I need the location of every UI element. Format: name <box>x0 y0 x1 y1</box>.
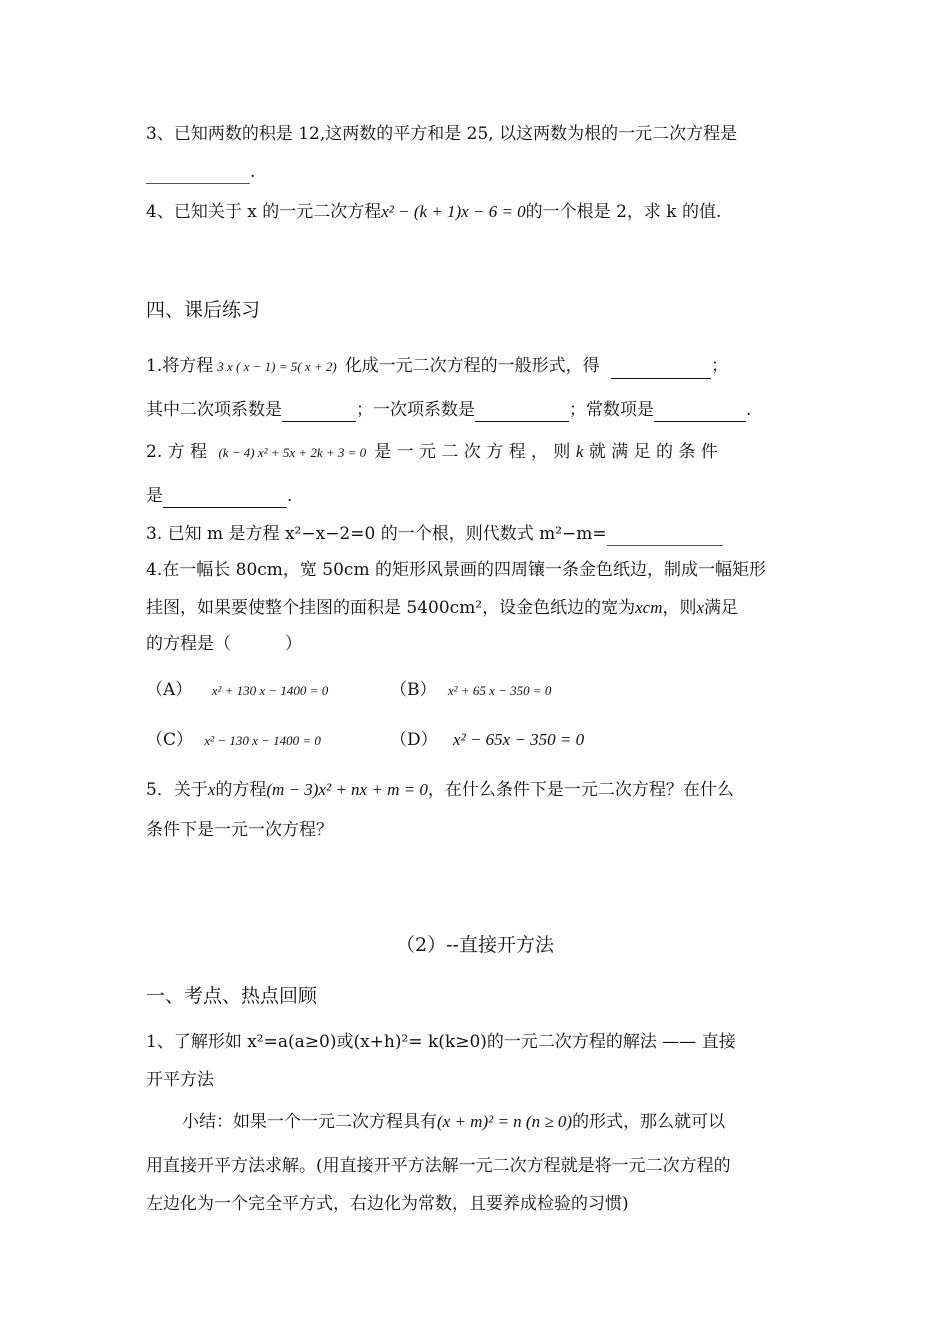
s4-q1-line2 <box>146 398 751 422</box>
s4-q2-line2-label: 是 <box>146 486 163 506</box>
s4-q5-prefix: 5．关于 <box>146 780 208 800</box>
s4-q5-line2 <box>146 818 333 842</box>
part2-title-text: （2）--直接开方法 <box>396 934 554 956</box>
s4-q4-line3 <box>146 632 302 656</box>
s4-q5-line2-text: 条件下是一元一次方程？ <box>146 820 333 840</box>
s4-q1-general-form-blank[interactable] <box>611 360 711 379</box>
summary-equation: (x + m)² = n (n ≥ 0) <box>437 1112 573 1131</box>
s4-q5-mid: 的方程 <box>215 780 267 800</box>
s4-q4-line3-text: 的方程是（ ） <box>146 634 303 654</box>
option-a-label: （A） <box>146 680 193 700</box>
s4-q1-line1 <box>146 354 728 379</box>
summary-line2-text: 用直接开平方法求解。(用直接开平方法解一元二次方程就是将一元二次方程的 <box>146 1156 731 1176</box>
s4-q1-quad-coef-blank[interactable] <box>282 403 356 422</box>
option-b-label: （B） <box>390 680 437 700</box>
s4-q2-tail: 就 满 足 的 条 件 <box>588 442 718 462</box>
part2-p1-line2-text: 开平方法 <box>146 1070 214 1090</box>
prev-q3-blank[interactable] <box>146 165 250 184</box>
prev-q3-answer-line <box>146 160 255 184</box>
s4-q4-option-b <box>390 678 551 703</box>
s4-q5-tail: ，在什么条件下是一元二次方程？在什么 <box>427 780 734 800</box>
s4-q1-mid: 化成一元二次方程的一般形式，得 <box>344 356 600 376</box>
s4-q4-options-row2 <box>146 728 321 753</box>
s4-q3-text: 3. 已知 m 是方程 x²−x−2=0 的一个根，则代数式 m²−m= <box>146 524 607 544</box>
s4-q2-line1 <box>146 440 718 465</box>
part2-summary-line2 <box>146 1154 731 1178</box>
prev-q4-suffix: 的一个根是 2，求 k 的值. <box>525 202 722 222</box>
s4-q5-equation: (m − 3)x² + nx + m = 0 <box>266 780 428 799</box>
prev-q3-text: 3、已知两数的积是 12,这两数的平方和是 25, 以这两数为根的一元二次方程是 <box>146 124 738 144</box>
s4-q2-line2 <box>146 484 292 508</box>
summary-suffix: 的形式，那么就可以 <box>572 1112 726 1132</box>
s4-q2-k: k <box>575 442 584 461</box>
s4-q2-prefix: 2. 方 程 <box>146 442 208 462</box>
s4-q4-xcm: xcm <box>635 598 663 617</box>
section4-heading-text: 四、课后练习 <box>146 299 261 321</box>
option-c-equation: x² − 130 x − 1400 = 0 <box>204 733 321 748</box>
s4-q2-end: . <box>287 486 293 506</box>
summary-prefix: 小结：如果一个一元二次方程具有 <box>182 1112 437 1132</box>
s4-q1-end: ； <box>711 356 729 376</box>
part2-summary-line1 <box>182 1110 725 1134</box>
part2-heading <box>146 984 317 1008</box>
option-d-equation: x² − 65x − 350 = 0 <box>453 730 585 749</box>
s4-q4-options-row1 <box>146 678 328 703</box>
s4-q1-const-blank[interactable] <box>654 403 746 422</box>
s4-q1-const-label: ；常数项是 <box>569 400 654 420</box>
summary-line3-text: 左边化为一个完全平方式，右边化为常数，且要养成检验的习惯) <box>146 1194 629 1214</box>
part2-p1-line2 <box>146 1068 214 1092</box>
part2-title <box>0 932 950 958</box>
s4-q1-linear-label: ；一次项系数是 <box>356 400 475 420</box>
section4-heading <box>146 298 260 322</box>
part2-p1-line1 <box>146 1030 736 1054</box>
prev-q3-line <box>146 122 737 146</box>
option-a-equation: x² + 130 x − 1400 = 0 <box>211 683 329 698</box>
prev-q3-end: . <box>250 162 256 182</box>
prev-q4-equation: x² − (k + 1)x − 6 = 0 <box>381 202 526 221</box>
s4-q4-x: x <box>696 598 705 617</box>
s4-q4-line2 <box>146 596 738 620</box>
s4-q2-condition-blank[interactable] <box>163 489 287 508</box>
s4-q4-line2-b: ，则 <box>662 598 697 618</box>
s4-q4-line2-a: 挂图，如果要使整个挂图的面积是 5400cm²，设金色纸边的宽为 <box>146 598 636 618</box>
s4-q1-prefix: 1.将方程 <box>146 356 214 376</box>
s4-q4-option-d <box>390 728 584 752</box>
s4-q4-line1-text: 4.在一幅长 80cm，宽 50cm 的矩形风景画的四周镶一条金色纸边，制成一幅矩形 <box>146 560 766 580</box>
s4-q5-line1 <box>146 778 734 802</box>
prev-q4-line <box>146 200 721 224</box>
part2-summary-line3 <box>146 1192 629 1216</box>
s4-q1-equation: 3 x ( x − 1) = 5( x + 2) <box>217 359 337 374</box>
s4-q1-line2-end: . <box>746 400 752 420</box>
s4-q4-line2-c: 满足 <box>704 598 739 618</box>
option-b-equation: x² + 65 x − 350 = 0 <box>447 683 552 698</box>
s4-q4-line1 <box>146 558 766 582</box>
s4-q5-x: x <box>207 780 216 799</box>
s4-q2-mid: 是 一 元 二 次 方 程 ， 则 <box>374 442 571 462</box>
s4-q3-line <box>146 522 723 546</box>
option-d-label: （D） <box>390 730 438 750</box>
s4-q2-equation: (k − 4) x² + 5x + 2k + 3 = 0 <box>218 445 367 460</box>
s4-q3-blank[interactable] <box>607 527 723 546</box>
part2-heading-text: 一、考点、热点回顾 <box>146 985 318 1007</box>
option-c-label: （C） <box>146 730 194 750</box>
s4-q1-linear-coef-blank[interactable] <box>475 403 569 422</box>
prev-q4-prefix: 4、已知关于 x 的一元二次方程 <box>146 202 382 222</box>
part2-p1-line1-text: 1、了解形如 x²=a(a≥0)或(x+h)²= k(k≥0)的一元二次方程的解法 —— 直接 <box>146 1032 736 1052</box>
s4-q1-quad-label: 其中二次项系数是 <box>146 400 282 420</box>
